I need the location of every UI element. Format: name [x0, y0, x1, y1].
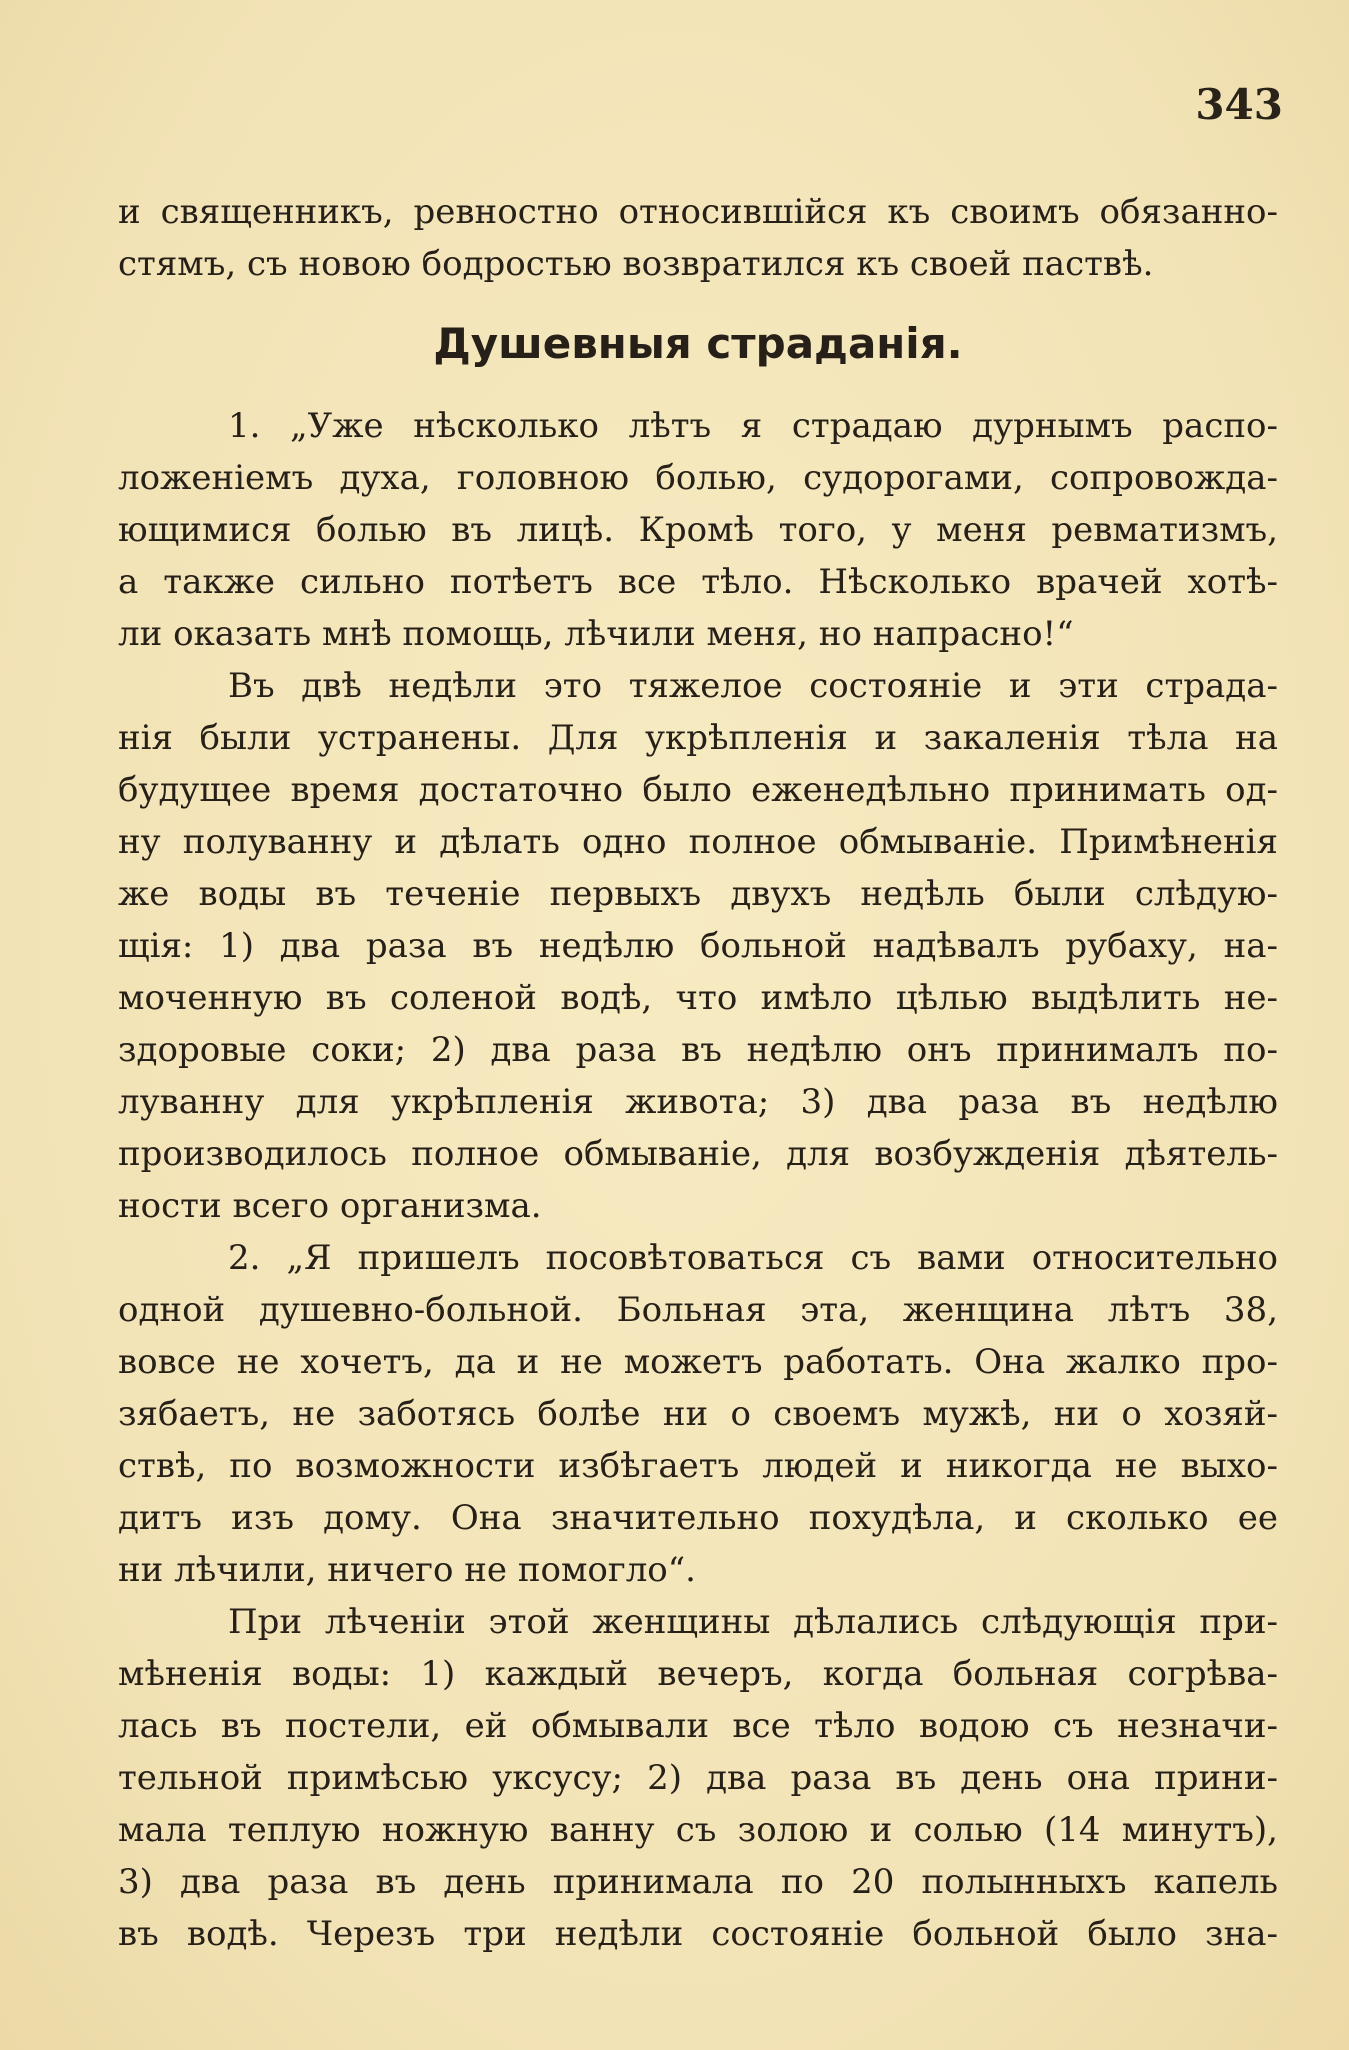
- text-line: лась въ постели, ей обмывали все тѣло водою съ незначи-: [118, 1706, 1278, 1746]
- text-line: щія: 1) два раза въ недѣлю больной надѣвалъ рубаху, на-: [118, 926, 1278, 966]
- text-line: 1. „Уже нѣсколько лѣтъ я страдаю дурнымъ распо-: [228, 406, 1278, 446]
- text-line: производилось полное обмываніе, для возбужденія дѣятель-: [118, 1134, 1278, 1174]
- text-line: 3) два раза въ день принимала по 20 полынныхъ капель: [118, 1862, 1278, 1902]
- text-line: одной душевно-больной. Больная эта, женщина лѣтъ 38,: [118, 1290, 1278, 1330]
- text-line: Въ двѣ недѣли это тяжелое состояніе и эти страда-: [228, 666, 1278, 706]
- text-line: стямъ, съ новою бодростью возвратился къ своей паствѣ.: [118, 244, 1154, 284]
- text-line: ни лѣчили, ничего не помогло“.: [118, 1550, 696, 1590]
- text-line: вовсе не хочетъ, да и не можетъ работать. Она жалко про-: [118, 1342, 1278, 1382]
- text-line: ну полуванну и дѣлать одно полное обмываніе. Примѣненія: [118, 822, 1278, 862]
- text-line: 2. „Я пришелъ посовѣтоваться съ вами относительно: [228, 1238, 1278, 1278]
- text-line: ющимися болью въ лицѣ. Кромѣ того, у меня ревматизмъ,: [118, 510, 1278, 550]
- text-line: ствѣ, по возможности избѣгаетъ людей и никогда не выхо-: [118, 1446, 1278, 1486]
- text-line: и священникъ, ревностно относившійся къ своимъ обязанно-: [118, 192, 1278, 232]
- text-line: ложеніемъ духа, головною болью, судорогами, сопровожда-: [118, 458, 1278, 498]
- text-line: ности всего организма.: [118, 1186, 542, 1226]
- text-line: будущее время достаточно было еженедѣльно принимать од-: [118, 770, 1278, 810]
- page-number: 343: [1195, 80, 1283, 129]
- text-line: луванну для укрѣпленія живота; 3) два раза въ недѣлю: [118, 1082, 1278, 1122]
- text-line: ли оказать мнѣ помощь, лѣчили меня, но напрасно!“: [118, 614, 1074, 654]
- text-line: нія были устранены. Для укрѣпленія и закаленія тѣла на: [118, 718, 1278, 758]
- body-text: [118, 186, 1278, 1960]
- text-line: а также сильно потѣетъ все тѣло. Нѣсколько врачей хотѣ-: [118, 562, 1278, 602]
- text-line: При лѣченіи этой женщины дѣлались слѣдующія при-: [228, 1602, 1278, 1642]
- text-line: же воды въ теченіе первыхъ двухъ недѣль были слѣдую-: [118, 874, 1278, 914]
- section-heading: Душевныя страданія.: [433, 319, 963, 368]
- text-line: мала теплую ножную ванну съ золою и солью (14 минутъ),: [118, 1810, 1278, 1850]
- text-line: въ водѣ. Черезъ три недѣли состояніе больной было зна-: [118, 1914, 1278, 1954]
- text-line: дитъ изъ дому. Она значительно похудѣла, и сколько ее: [118, 1498, 1278, 1538]
- text-line: моченную въ соленой водѣ, что имѣло цѣлью выдѣлить не-: [118, 978, 1278, 1018]
- text-line: здоровые соки; 2) два раза въ недѣлю онъ принималъ по-: [118, 1030, 1278, 1070]
- text-line: тельной примѣсью уксусу; 2) два раза въ день она прини-: [118, 1758, 1278, 1798]
- text-line: мѣненія воды: 1) каждый вечеръ, когда больная согрѣва-: [118, 1654, 1278, 1694]
- text-line: зябаетъ, не заботясь болѣе ни о своемъ мужѣ, ни о хозяй-: [118, 1394, 1278, 1434]
